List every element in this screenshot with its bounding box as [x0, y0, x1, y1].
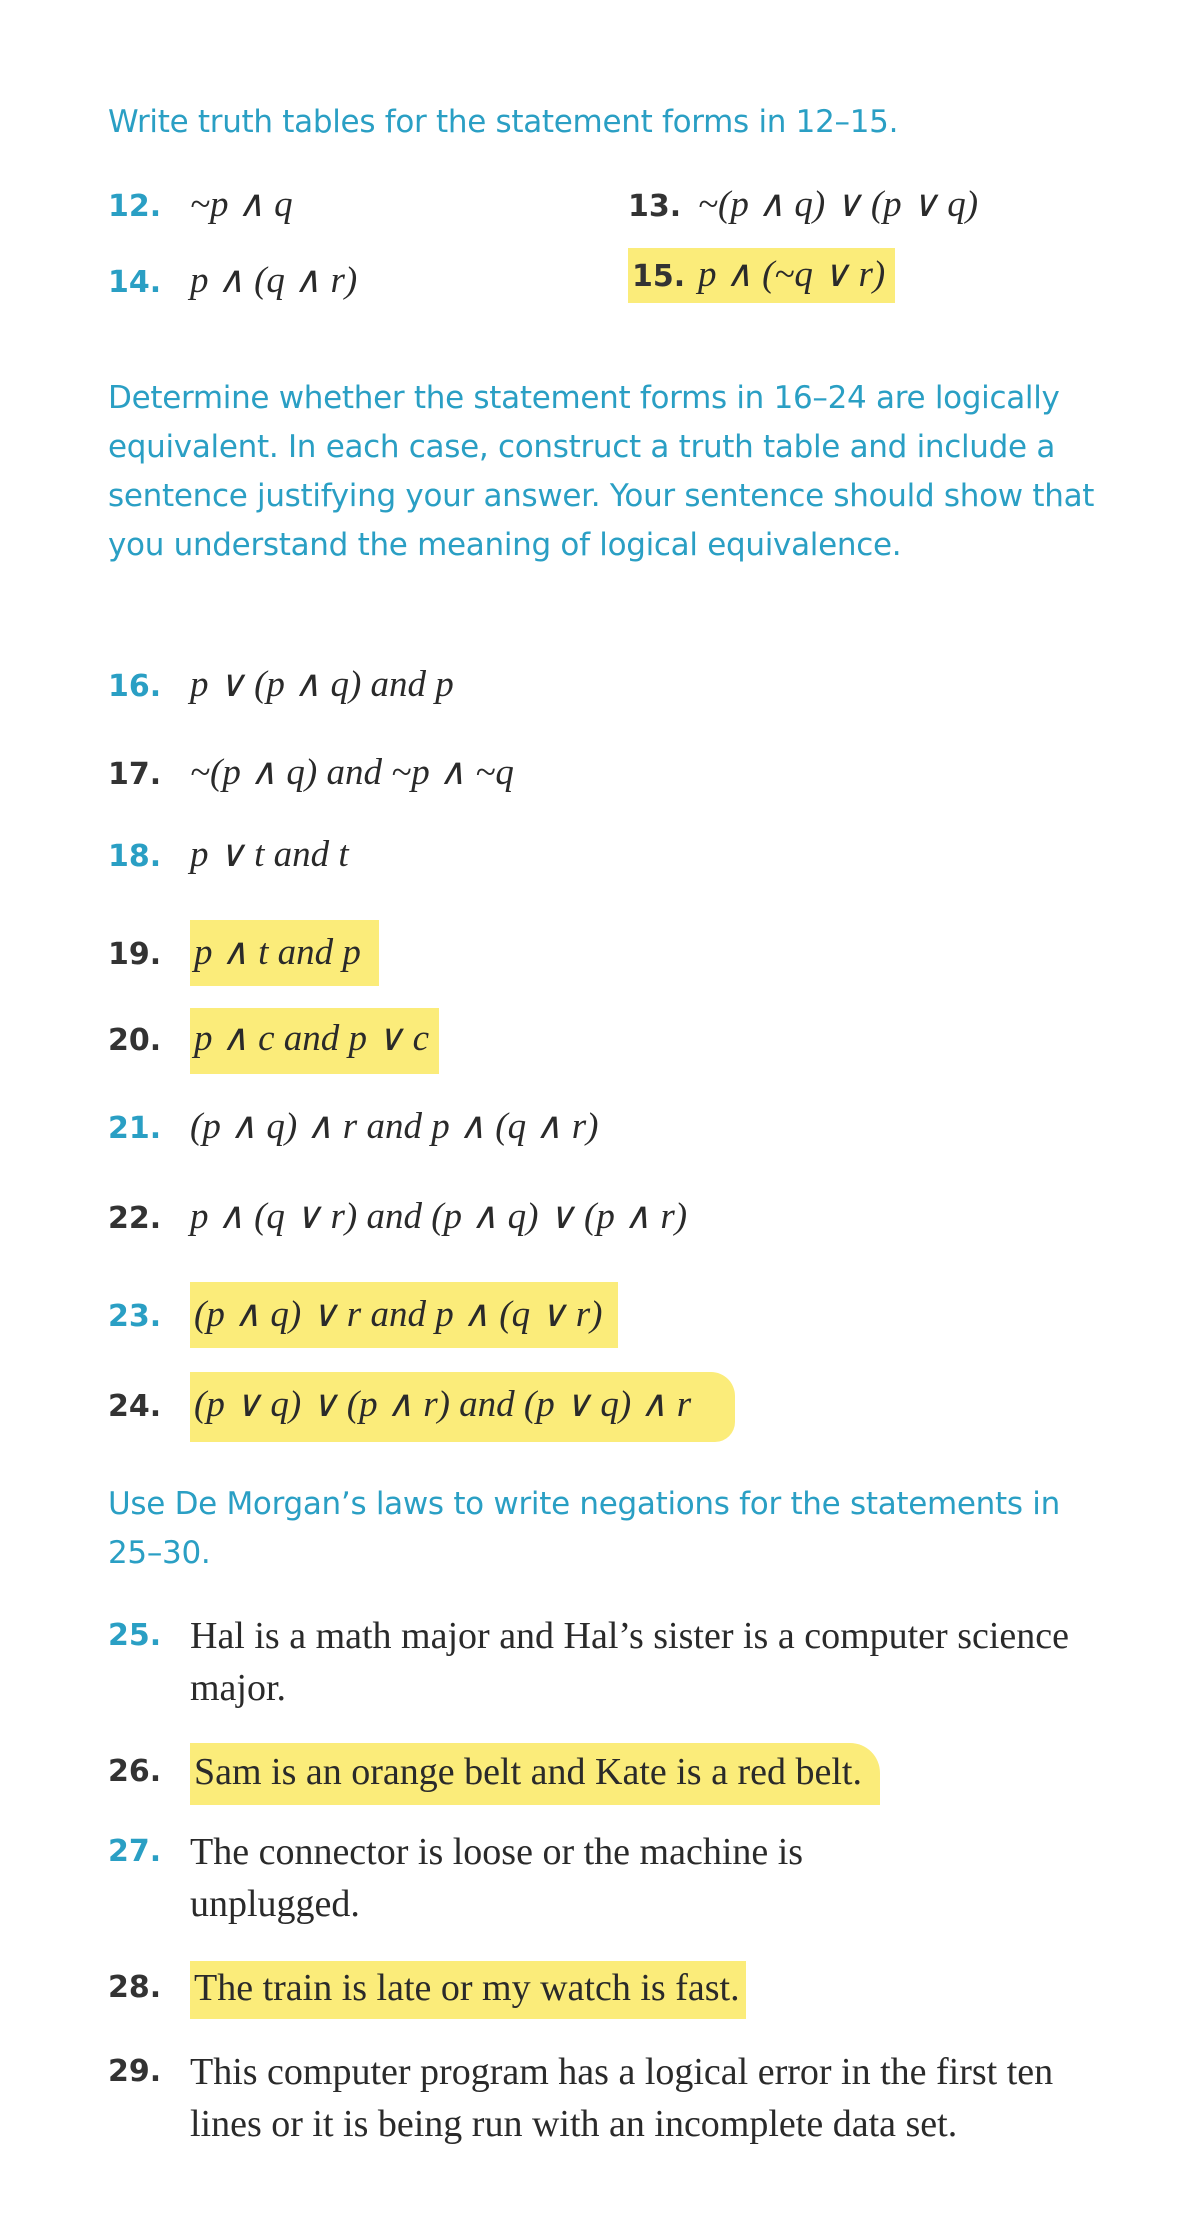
exercise-16	[108, 662, 454, 706]
section1-instruction: Write truth tables for the statement forms in 12–15.	[108, 104, 899, 140]
exercise-expression: p ∧ (q ∧ r)	[190, 260, 358, 301]
exercise-number: 29.	[108, 2054, 162, 2089]
exercise-13	[628, 182, 978, 226]
exercise-expression: p ∨ t and t	[190, 834, 349, 875]
exercise-23	[108, 1282, 618, 1348]
exercise-25	[108, 1610, 1090, 1714]
exercise-text: Sam is an orange belt and Kate is a red belt.	[190, 1743, 880, 1805]
exercise-18	[108, 832, 349, 876]
exercise-number: 28.	[108, 1970, 162, 2005]
exercise-number: 13.	[628, 189, 682, 224]
exercise-number: 22.	[108, 1201, 162, 1236]
exercise-expression: ~p ∧ q	[190, 184, 293, 225]
exercise-number: 14.	[108, 265, 162, 300]
exercise-number: 24.	[108, 1389, 162, 1424]
exercise-number: 19.	[108, 937, 162, 972]
exercise-number: 18.	[108, 839, 162, 874]
exercise-expression: p ∧ (~q ∨ r)	[698, 254, 886, 295]
exercise-number: 20.	[108, 1023, 162, 1058]
exercise-expression: p ∧ t and p	[190, 920, 379, 986]
exercise-26	[108, 1746, 880, 1798]
exercise-27	[108, 1826, 980, 1930]
exercise-28	[108, 1962, 746, 2014]
exercise-text: This computer program has a logical error in the first ten lines or it is being run with an incomplete data set.	[190, 2051, 1054, 2145]
section3-instruction: Use De Morgan’s laws to write negations for the statements in 25–30.	[108, 1486, 1060, 1571]
exercise-expression: (p ∧ q) ∨ r and p ∧ (q ∨ r)	[190, 1282, 618, 1348]
exercise-expression: p ∧ c and p ∨ c	[190, 1008, 439, 1074]
exercise-expression: p ∧ (q ∨ r) and (p ∧ q) ∨ (p ∧ r)	[190, 1196, 688, 1237]
exercise-29	[108, 2046, 1120, 2150]
exercise-14	[108, 258, 357, 302]
exercise-17	[108, 750, 514, 794]
exercise-19	[108, 920, 379, 986]
exercise-expression: ~(p ∧ q) and ~p ∧ ~q	[190, 752, 514, 793]
exercise-text: The connector is loose or the machine is unplugged.	[190, 1831, 804, 1925]
exercise-number: 16.	[108, 669, 162, 704]
exercise-21	[108, 1104, 598, 1148]
exercise-number: 26.	[108, 1754, 162, 1789]
exercise-expression: (p ∧ q) ∧ r and p ∧ (q ∧ r)	[190, 1106, 599, 1147]
exercise-number: 12.	[108, 189, 162, 224]
exercise-number: 17.	[108, 757, 162, 792]
exercise-number: 15.	[632, 259, 686, 294]
exercise-number: 21.	[108, 1111, 162, 1146]
exercise-number: 23.	[108, 1299, 162, 1334]
exercise-number: 27.	[108, 1834, 162, 1869]
exercise-22	[108, 1194, 687, 1238]
exercise-text: The train is late or my watch is fast.	[190, 1961, 746, 2019]
exercise-24	[108, 1372, 735, 1442]
exercise-expression: p ∨ (p ∧ q) and p	[190, 664, 454, 705]
exercise-12	[108, 182, 293, 226]
section2-instruction: Determine whether the statement forms in 16–24 are logically equivalent. In each case, construct a truth table and include a sentence justifying your answer. Your sentence should show that you understand the meaning of logical equivalence.	[108, 380, 1095, 563]
exercise-20	[108, 1008, 439, 1074]
exercise-text: Hal is a math major and Hal’s sister is a computer science major.	[190, 1615, 1070, 1709]
exercise-15	[628, 252, 895, 296]
exercise-number: 25.	[108, 1618, 162, 1653]
exercise-expression: (p ∨ q) ∨ (p ∧ r) and (p ∨ q) ∧ r	[190, 1372, 735, 1442]
exercise-expression: ~(p ∧ q) ∨ (p ∨ q)	[698, 184, 979, 225]
